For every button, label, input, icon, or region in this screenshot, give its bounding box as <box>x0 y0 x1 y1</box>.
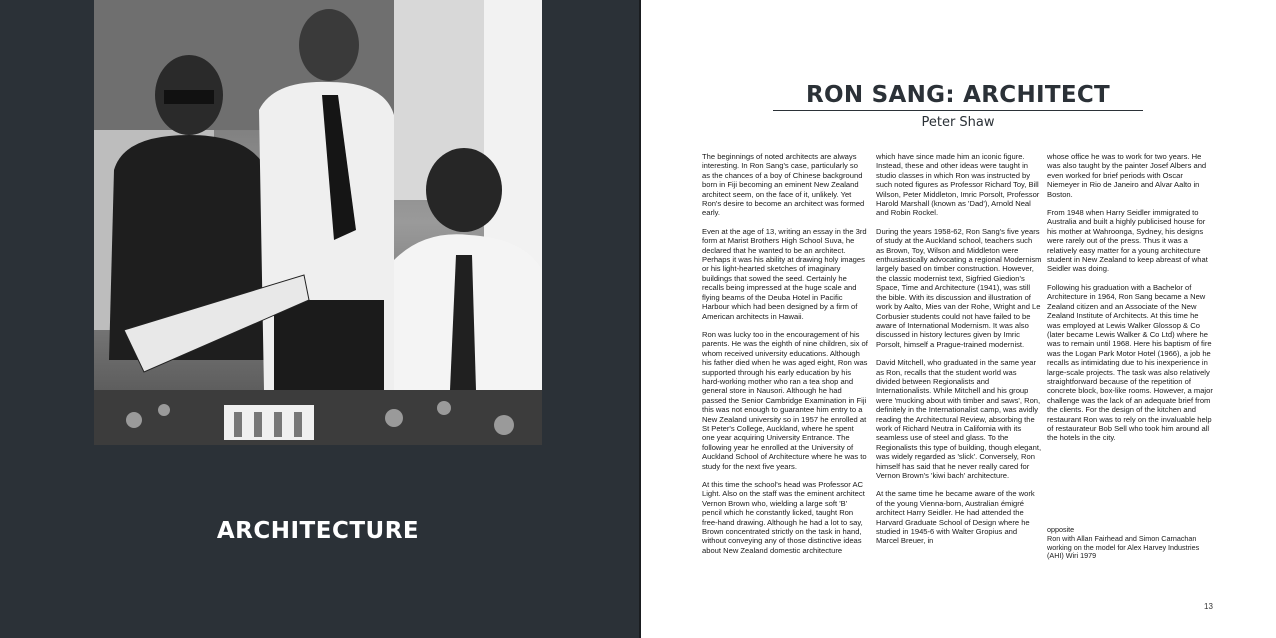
paragraph: whose office he was to work for two years. He was also taught by the painter Josef Albers and even worked for brief periods with Oscar Niemeyer in Rio de Janeiro and Alvar Aalto in Boston. <box>1047 152 1207 199</box>
caption-text: Ron with Allan Fairhead and Simon Carnachan working on the model for Alex Harvey Industries (AHI) Wiri 1979 <box>1047 533 1200 561</box>
page-number: 13 <box>1204 602 1213 611</box>
paragraph: From 1948 when Harry Seidler immigrated to Australia and built a highly publicised house for his mother at Wahroonga, Sydney, his designs were rarely out of the press. Thus it was a relatively easy matter for a young architecture student in New Zealand to keep abreast of what Seidler was doing. <box>1047 208 1208 274</box>
architects-with-model-photo <box>94 0 542 445</box>
title-divider <box>773 110 1143 111</box>
text-column-1 <box>702 152 868 564</box>
paragraph: Ron was lucky too in the encouragement of his parents. He was the eighth of nine children, six of whom received university educations. Although his father died when he was aged eight, Ron was supported through his early education by his hard-working mother who ran a tea shop and general store in Nausori. Although he had passed the Senior Cambridge Examination in Fiji this was not enough to guarantee him entry to a New Zealand university so in 1957 he enrolled at St Peter's College, Auckland, where he spent one year acquiring University Entrance. The following year he enrolled at the University of Auckland School of Architecture where he was to study for the next five years. <box>702 329 868 471</box>
paragraph: The beginnings of noted architects are always interesting. In Ron Sang's case, particularly so as the chances of a boy of Chinese background born in Fiji becoming an eminent New Zealand architect seem, on the face of it, unlikely. Yet Ron's desire to become an architect was formed early. <box>702 152 865 218</box>
text-column-2 <box>876 152 1042 555</box>
article-title: RON SANG: ARCHITECT <box>805 82 1111 108</box>
section-title: ARCHITECTURE <box>216 518 420 544</box>
paragraph: Even at the age of 13, writing an essay in the 3rd form at Marist Brothers High School Suva, he declared that he wanted to be an architect. Perhaps it was his ability at drawing holy images or his light-hearted sketches of imaginary buildings that sowed the seed. Certainly he recalls being impressed at the huge scale and flying beams of the Deuba Hotel in Pacific Harbour which had been designed by a firm of American architects in Hawaii. <box>702 226 867 321</box>
paragraph: During the years 1958-62, Ron Sang's five years of study at the Auckland school, teachers such as Brown, Toy, Wilson and Middleton were enthusiastically advocating a regional Modernism largely based on timber construction. However, the classic modernist text, Sigfried Giedion's Space, Time and Architecture (1941), was still the bible. With its discussion and illustration of work by Aalto, Mies van der Rohe, Wright and Le Corbusier students could not have failed to be aware of International Modernism. It was also discussed in history lectures given by Imric Porsolt, himself a Prague-trained modernist. <box>876 226 1042 349</box>
paragraph: which have since made him an iconic figure. Instead, these and other ideas were taught in studio classes in which Ron was instructed by such noted figures as Professor Richard Toy, Bill Wilson, Peter Middleton, Imric Porsolt, Professor Harold Marshall (known as 'Dad'), Arnold Neal and Robin Rockel. <box>876 152 1040 218</box>
right-page <box>641 0 1276 638</box>
photo-caption <box>1047 526 1217 561</box>
paragraph: At this time the school's head was Professor AC Light. Also on the staff was the eminent architect Vernon Brown who, wielding a large soft 'B' pencil which he constantly licked, taught Ron free-hand drawing. Although he had a lot to say, Brown concentrated strictly on the task in hand, without conveying any of those distinctive ideas about New Zealand domestic architecture <box>702 480 865 555</box>
paragraph: At the same time he became aware of the work of the young Vienna-born, Australian émigré architect Harry Seidler. He had attended the Harvard Graduate School of Design where he studied in 1945-6 with Walter Gropius and Marcel Breuer, in <box>876 489 1035 546</box>
paragraph: David Mitchell, who graduated in the same year as Ron, recalls that the student world was divided between Regionalists and Internationalists. While Mitchell and his group were 'mucking about with timber and saws', Ron, definitely in the Internationalist camp, was avidly reading the Architectural Review, absorbing the work of Richard Neutra in California with its seamless use of steel and glass. To the Regionalists this type of building, though elegant, was widely regarded as 'slick'. Conversely, Ron himself has said that he never really cared for Vernon Brown's 'kiwi bach' architecture. <box>876 358 1042 480</box>
paragraph: Following his graduation with a Bachelor of Architecture in 1964, Ron Sang became a New Zealand citizen and an Associate of the New Zealand Institute of Architects. At this time he was employed at Lewis Walker Glossop & Co (later became Lewis Walker & Co Ltd) where he was to remain until 1968. Here his baptism of fire was the Logan Park Motor Hotel (1966), a job he recalls as intimidating due to his inexperience in large-scale projects. The task was also relatively straightforward because of the repetition of concrete block, box-like rooms. However, a major challenge was the lack of an adequate brief from the clients. For the design of the kitchen and restaurant Ron was to rely on the invaluable help of restaurateur Bob Sell who took him around all the hotels in the city. <box>1047 282 1213 443</box>
caption-label: opposite <box>1047 525 1075 534</box>
article-author: Peter Shaw <box>921 115 995 130</box>
text-column-3 <box>1047 152 1213 452</box>
archival-photo <box>94 0 542 445</box>
